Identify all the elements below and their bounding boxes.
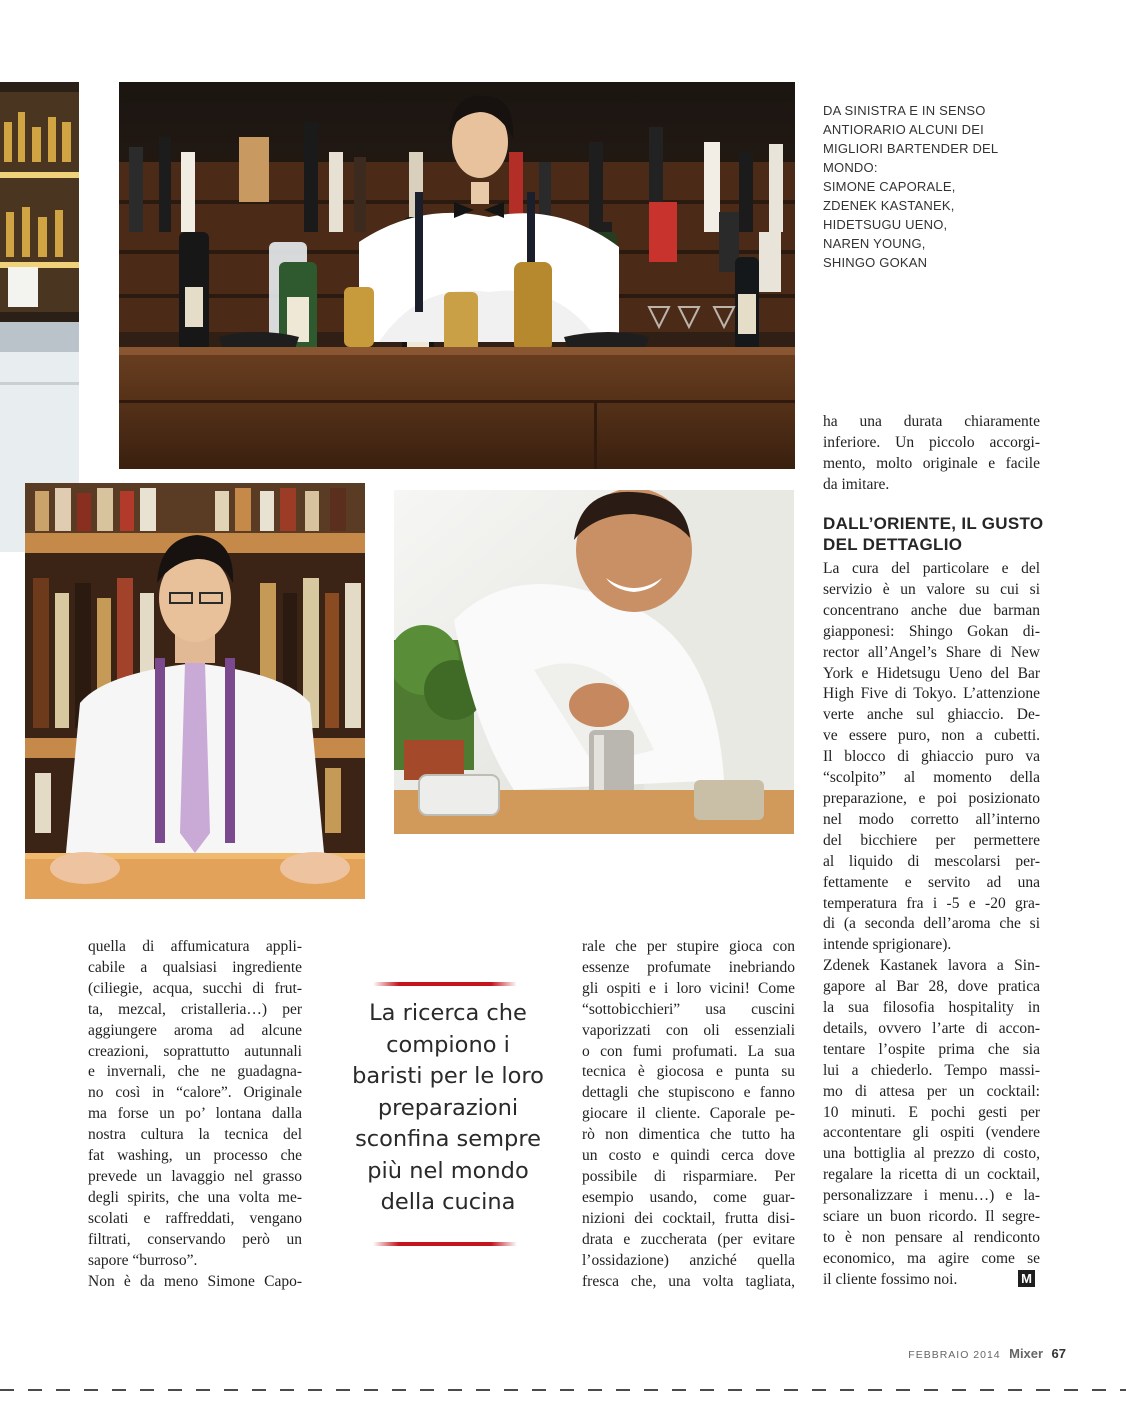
text-line: sciare un buon ricordo. Il segre- bbox=[823, 1208, 1040, 1226]
bar-photo-left-partial bbox=[0, 82, 79, 552]
caption-line: HIDETSUGU UENO, bbox=[823, 217, 948, 232]
bartender-photo-bottom-middle bbox=[394, 490, 794, 834]
bartender-photo-top bbox=[119, 82, 795, 469]
text-line: High Five di Tokyo. L’attenzione bbox=[823, 685, 1040, 703]
text-line: dettagli che stupiscono e fanno bbox=[582, 1084, 795, 1102]
text-line: da imitare. bbox=[823, 475, 890, 493]
pull-quote-line: baristi per le loro bbox=[352, 1063, 544, 1089]
text-line: “sottobicchieri” usa cuscini bbox=[582, 1000, 795, 1018]
right-column-body bbox=[823, 559, 1040, 1291]
pull-quote-text bbox=[343, 998, 553, 1219]
caption-line: ANTIORARIO ALCUNI DEI bbox=[823, 122, 984, 137]
text-line: filtrati, conservando però un bbox=[88, 1230, 302, 1248]
text-line: di (a seconda dell’aroma che si bbox=[823, 915, 1040, 933]
text-line: tecnica è giocosa e punta su bbox=[582, 1063, 795, 1081]
text-line: e invernali, che ne guadagna- bbox=[88, 1063, 302, 1081]
pull-quote-line: sconfina sempre bbox=[355, 1126, 541, 1152]
text-line: ta, mezcal, cristalleria…) per bbox=[88, 1000, 302, 1018]
text-line: tentare l’ospite prima che sia bbox=[823, 1040, 1040, 1058]
text-line: sapore “burroso”. bbox=[88, 1251, 198, 1269]
text-line: del bicchiere per permettere bbox=[823, 831, 1040, 849]
text-line: accontentare gli ospiti (vendere bbox=[823, 1124, 1040, 1142]
text-line: Zdenek Kastanek lavora a Sin- bbox=[823, 957, 1040, 975]
text-line: ve essere puro, non a cubetti. bbox=[823, 727, 1040, 745]
text-line: temperatura fra i -5 e -20 gra- bbox=[823, 894, 1040, 912]
text-line: esempio usando, come guar- bbox=[582, 1188, 795, 1206]
text-line: servizio è un valore su cui si bbox=[823, 580, 1040, 598]
left-column-body bbox=[88, 937, 302, 1292]
text-line: cabile a qualsiasi ingrediente bbox=[88, 958, 302, 976]
text-line: l’ossidazione) anziché quella bbox=[582, 1251, 795, 1269]
pull-quote-rule-bottom bbox=[373, 1242, 517, 1246]
pull-quote-line: La ricerca che bbox=[369, 1000, 527, 1026]
caption-line: DA SINISTRA E IN SENSO bbox=[823, 103, 986, 118]
text-line: (ciliegie, acqua, succhi di frut- bbox=[88, 979, 302, 997]
section-heading bbox=[823, 513, 1043, 555]
text-line: preparazione, e poi posizionato bbox=[823, 789, 1040, 807]
text-line: gli ospiti e i loro vicini! Come bbox=[582, 979, 795, 997]
folio-date: FEBBRAIO 2014 bbox=[908, 1349, 1001, 1361]
pull-quote-line: preparazioni bbox=[377, 1094, 519, 1121]
folio-magazine-name: Mixer bbox=[1009, 1346, 1044, 1361]
text-line: La cura del particolare e del bbox=[823, 560, 1040, 577]
text-line: fat washing, un processo che bbox=[88, 1147, 302, 1165]
text-line: Il blocco di ghiaccio puro va bbox=[823, 748, 1040, 766]
text-line: York e Hidetsugu Ueno del Bar bbox=[823, 664, 1040, 682]
text-line: to è non pensare al rendiconto bbox=[823, 1229, 1040, 1246]
text-line: rò non dimentica che tutto ha bbox=[582, 1126, 795, 1144]
mixer-end-mark-icon: M bbox=[1018, 1270, 1035, 1287]
caption-line: NAREN YOUNG, bbox=[823, 236, 926, 251]
text-line: essenze profumate inebriando bbox=[582, 958, 795, 976]
text-line: al liquido di mescolarsi per- bbox=[823, 852, 1040, 870]
middle-column-body bbox=[582, 937, 795, 1292]
text-line: creazioni, soprattutto autunnali bbox=[88, 1042, 302, 1060]
text-line: scolati e raffreddati, vengano bbox=[88, 1209, 302, 1227]
text-line: personalizzare i menu…) e la- bbox=[823, 1187, 1040, 1205]
text-line: 10 minuti. E pochi gesti per bbox=[823, 1103, 1040, 1121]
text-line: lui a chiederlo. Tempo massi- bbox=[823, 1061, 1040, 1079]
text-line: degli spirits, che una volta me- bbox=[88, 1188, 302, 1206]
text-line: no così in “calore”. Originale bbox=[88, 1084, 302, 1102]
text-line: nizioni dei cocktail, frutta disi- bbox=[582, 1209, 795, 1227]
heading-line: DEL DETTAGLIO bbox=[823, 535, 963, 554]
text-line: rale che per stupire gioca con bbox=[582, 938, 795, 955]
heading-line: DALL’ORIENTE, IL GUSTO bbox=[823, 514, 1044, 533]
caption-line: MIGLIORI BARTENDER DEL bbox=[823, 141, 999, 156]
text-line: Non è da meno Simone Capo- bbox=[88, 1272, 302, 1290]
text-line: prevede un lavaggio nel grasso bbox=[88, 1167, 302, 1185]
text-line: regalare la ricetta di un cocktail, bbox=[823, 1166, 1040, 1184]
text-line: mo di attesa per un cocktail: bbox=[823, 1082, 1040, 1100]
caption-line: SIMONE CAPORALE, bbox=[823, 179, 956, 194]
text-line: giocare il cliente. Caporale pe- bbox=[582, 1105, 795, 1123]
text-line: drata e zuccherata (per evitare bbox=[582, 1230, 795, 1248]
pull-quote-line: più nel mondo bbox=[367, 1157, 529, 1184]
caption-line: MONDO: bbox=[823, 160, 878, 175]
text-line: o con fumi profumati. La sua bbox=[582, 1042, 795, 1060]
folio-page-number: 67 bbox=[1051, 1346, 1066, 1361]
pull-quote-line: compiono i bbox=[386, 1031, 510, 1058]
text-line: nel modo corretto all’interno bbox=[823, 810, 1040, 828]
bartender-photo-bottom-left bbox=[25, 483, 365, 899]
text-line: aggiungere aroma ad alcune bbox=[88, 1021, 302, 1039]
text-line: intende sprigionare). bbox=[823, 936, 952, 954]
text-line: una bottiglia al prezzo di costo, bbox=[823, 1145, 1040, 1163]
text-line: possibile di risparmiare. Per bbox=[582, 1167, 795, 1185]
text-line: details, ovvero l’arte di accon- bbox=[823, 1019, 1040, 1037]
text-line: ha una durata chiaramente bbox=[823, 413, 1040, 430]
right-column-intro bbox=[823, 412, 1040, 496]
text-line: il cliente fossimo noi. bbox=[823, 1270, 958, 1288]
text-line: nostra cultura la tecnica del bbox=[88, 1126, 302, 1144]
text-line: la sua filosofia hospitality in bbox=[823, 999, 1040, 1017]
pull-quote-line: della cucina bbox=[380, 1189, 516, 1215]
text-line: “scolpito” al momento della bbox=[823, 769, 1040, 787]
text-line: ma forse un po’ lontana dalla bbox=[88, 1105, 302, 1123]
text-line: quella di affumicatura appli- bbox=[88, 938, 302, 955]
photo-caption bbox=[823, 101, 1033, 272]
text-line: gapore al Bar 28, dove pratica bbox=[823, 978, 1040, 996]
caption-line: ZDENEK KASTANEK, bbox=[823, 198, 955, 213]
text-line: rector all’Angel’s Share di New bbox=[823, 643, 1040, 661]
text-line: mento, molto originale e facile bbox=[823, 454, 1040, 472]
text-line: economico, ma agire come se bbox=[823, 1249, 1040, 1267]
text-line: verte anche sul ghiaccio. De- bbox=[823, 706, 1040, 724]
text-line: giapponesi: Shingo Gokan di- bbox=[823, 622, 1040, 640]
page-trim-line bbox=[0, 1389, 1126, 1391]
text-line: concentrano anche due barman bbox=[823, 601, 1040, 619]
text-line: un costo e quindi cerca dove bbox=[582, 1147, 795, 1165]
text-line: fresca che, una volta tagliata, bbox=[582, 1272, 795, 1290]
caption-line: SHINGO GOKAN bbox=[823, 255, 928, 270]
text-line: vaporizzati con oli essenziali bbox=[582, 1021, 795, 1039]
page-folio bbox=[908, 1345, 1066, 1363]
text-line: inferiore. Un piccolo accorgi- bbox=[823, 433, 1040, 451]
pull-quote bbox=[343, 980, 553, 1250]
text-line: fettamente e servito ad una bbox=[823, 873, 1040, 891]
pull-quote-rule-top bbox=[373, 982, 517, 986]
